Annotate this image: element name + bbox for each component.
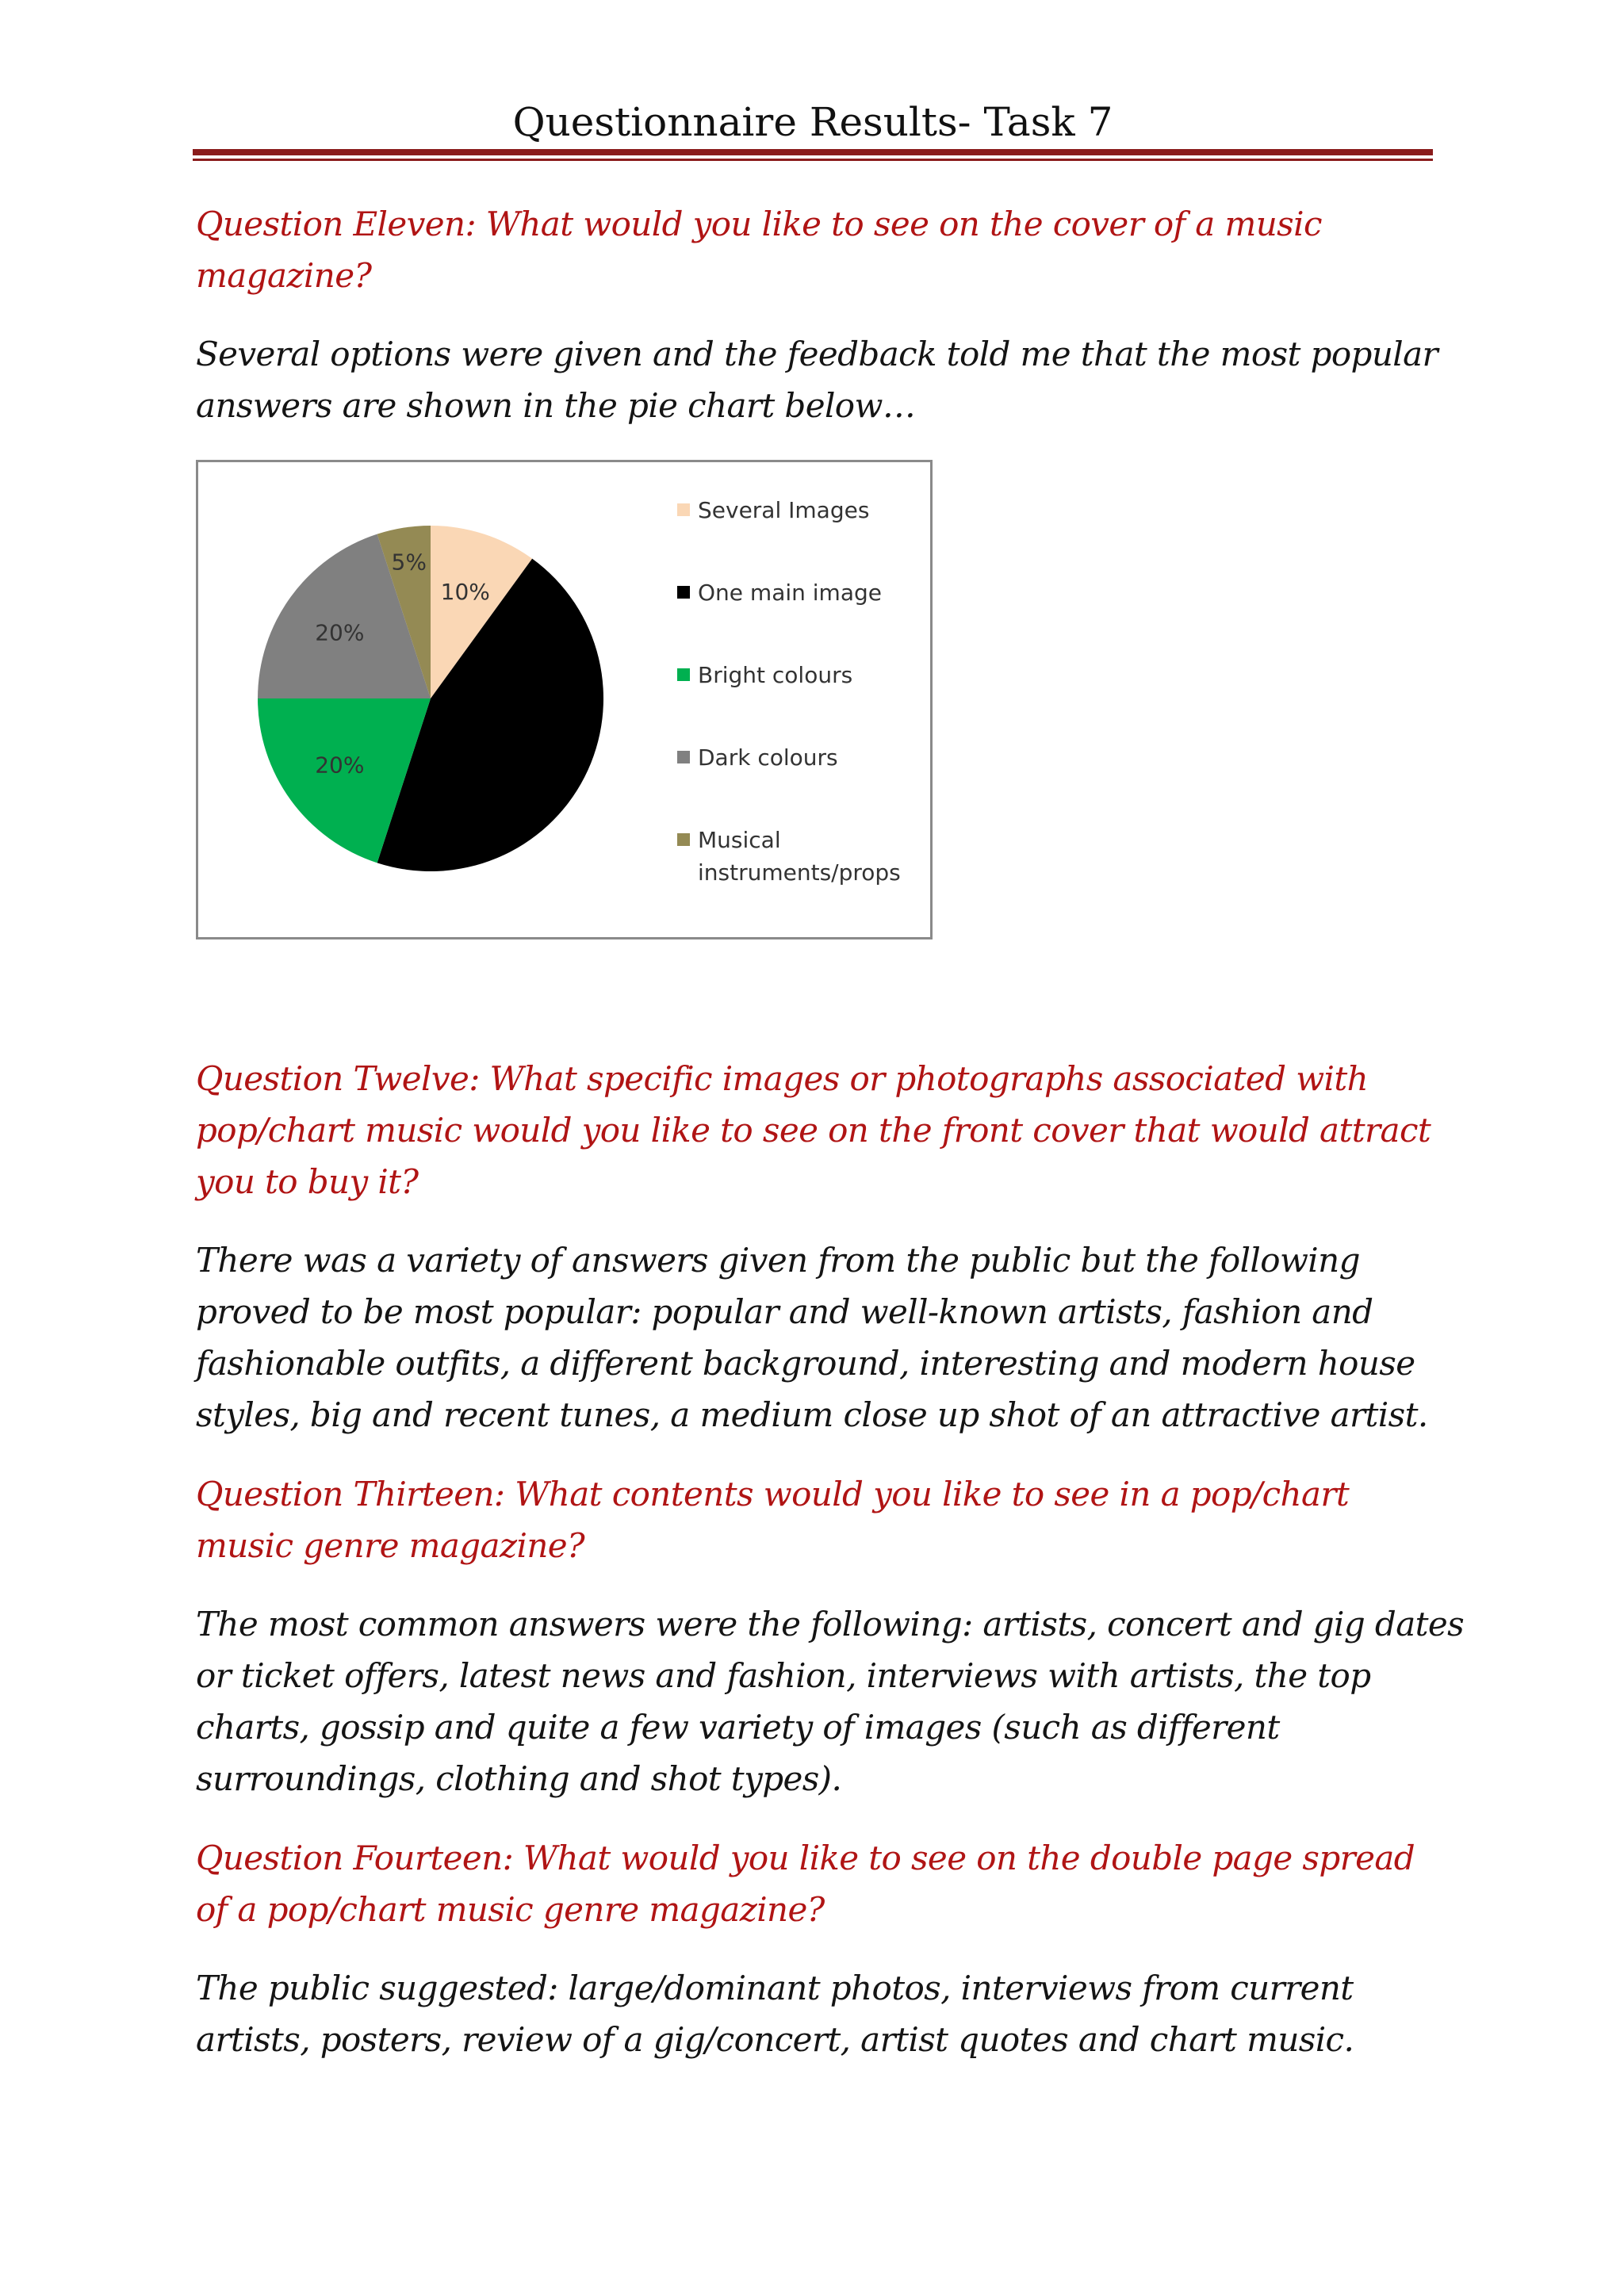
page-header [193,94,1433,151]
question-thirteen: Question Thirteen: What contents would you like to see in a pop/chart music genre magazine? [196,1475,1350,1565]
header-rule-thin [193,159,1433,161]
legend-item [677,741,928,774]
pie-data-label: 20% [315,619,365,646]
legend-item [677,824,928,889]
legend-item [677,494,928,526]
legend-swatch [677,751,690,763]
question-fourteen: Question Fourteen: What would you like to see on the double page spread of a pop/chart music genre magazine? [196,1839,1415,1929]
pie-data-label: 20% [315,752,365,779]
pie-data-label: 10% [440,579,490,606]
pie-chart [196,460,933,939]
legend-swatch [677,503,690,516]
legend-label: Several Images [698,497,870,523]
legend-swatch [677,586,690,599]
legend-label: Dark colours [698,744,838,771]
legend-label: Bright colours [698,662,853,688]
page-title: Questionnaire Results- Task 7 [512,99,1113,145]
legend-item [677,576,928,609]
answer-twelve: There was a variety of answers given from the public but the following proved to be most popular: popular and well-known artists, fashion and fashionable outfits, a different background, interesting and modern house styles, big and recent tunes, a medium close up shot of an attractive artist. [196,1241,1428,1434]
answer-eleven: Several options were given and the feedback told me that the most popular answers are shown in the pie chart below… [196,335,1438,425]
legend-item [677,659,928,691]
pie-data-label: 5% [391,549,427,576]
legend-swatch [677,668,690,681]
header-rule [193,149,1433,155]
answer-fourteen: The public suggested: large/dominant photos, interviews from current artists, posters, review of a gig/concert, artist quotes and chart music. [196,1969,1354,2059]
question-eleven: Question Eleven: What would you like to see on the cover of a music magazine? [196,205,1322,295]
answer-thirteen: The most common answers were the following: artists, concert and gig dates or ticket offers, latest news and fashion, interviews with artists, the top charts, gossip and quite a few variety of images (such as different surroundings, clothing and shot types). [196,1605,1465,1798]
legend-label: One main image [698,580,882,606]
legend-label: Musical instruments/props [698,827,901,886]
legend-swatch [677,833,690,846]
question-twelve: Question Twelve: What specific images or photographs associated with pop/chart music would you like to see on the front cover that would attract you to buy it? [196,1059,1431,1201]
